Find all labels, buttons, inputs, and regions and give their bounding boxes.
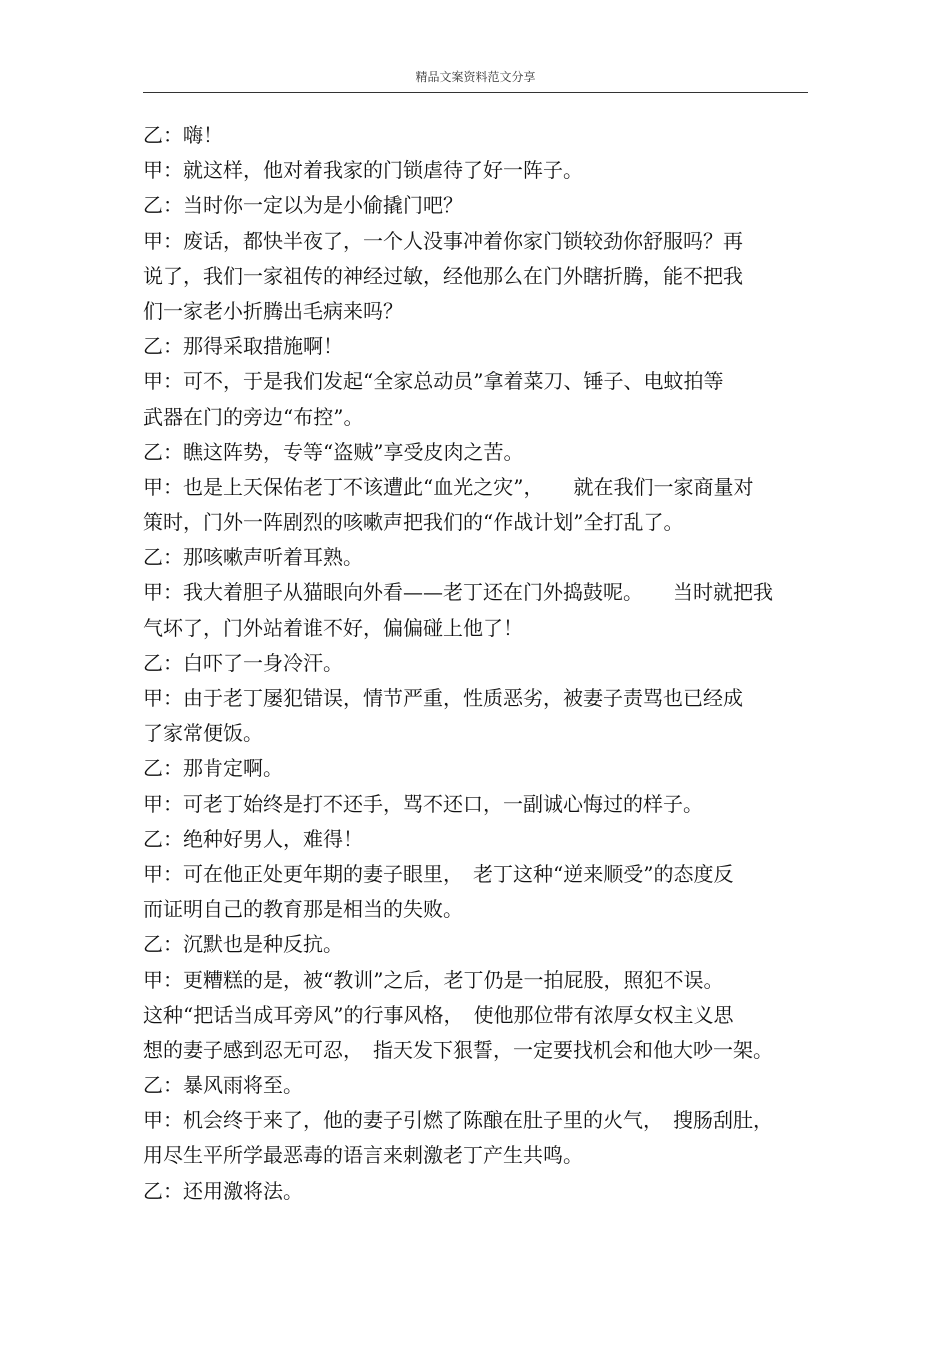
dialogue-line: 而证明自己的教育那是相当的失败。 bbox=[143, 897, 463, 922]
dialogue-line: 想的妻子感到忍无可忍， 指天发下狠誓，一定要找机会和他大吵一架。 bbox=[143, 1037, 773, 1062]
dialogue-line: 甲：由于老丁屡犯错误，情节严重，性质恶劣，被妻子责骂也已经成 bbox=[143, 686, 743, 710]
dialogue-line: 甲：机会终于来了，他的妻子引燃了陈酿在肚子里的火气， 搜肠刮肚， bbox=[143, 1108, 773, 1133]
dialogue-line: 乙：那咳嗽声听着耳熟。 bbox=[143, 545, 363, 570]
dialogue-line: 甲：可不，于是我们发起“全家总动员”拿着菜刀、锤子、电蚊拍等 bbox=[143, 369, 724, 394]
dialogue-line: 乙：当时你一定以为是小偷撬门吧？ bbox=[143, 193, 463, 218]
page-header bbox=[143, 64, 808, 93]
dialogue-line: 乙：瞧这阵势，专等“盗贼”享受皮肉之苦。 bbox=[143, 439, 524, 464]
dialogue-line: 甲：也是上天保佑老丁不该遭此“血光之灾”， 就在我们一家商量对 bbox=[143, 474, 754, 499]
dialogue-line: 乙：暴风雨将至。 bbox=[143, 1073, 303, 1098]
dialogue-line: 策时，门外一阵剧烈的咳嗽声把我们的“作战计划”全打乱了。 bbox=[143, 510, 684, 535]
dialogue-body bbox=[143, 118, 813, 1209]
dialogue-line: 乙：还用激将法。 bbox=[143, 1178, 303, 1203]
dialogue-line: 了家常便饭。 bbox=[143, 721, 263, 746]
dialogue-line: 乙：绝种好男人，难得！ bbox=[143, 826, 363, 851]
dialogue-line: 乙：嗨！ bbox=[143, 123, 223, 147]
dialogue-line: 甲：更糟糕的是，被“教训”之后，老丁仍是一拍屁股，照犯不误。 bbox=[143, 967, 724, 992]
dialogue-line: 甲：可老丁始终是打不还手，骂不还口，一副诚心悔过的样子。 bbox=[143, 791, 703, 816]
header-title: 精品文案资料范文分享 bbox=[415, 70, 536, 84]
dialogue-line: 甲：可在他正处更年期的妻子眼里， 老丁这种“逆来顺受”的态度反 bbox=[143, 861, 734, 886]
dialogue-line: 乙：那得采取措施啊！ bbox=[143, 334, 343, 359]
dialogue-line: 乙：那肯定啊。 bbox=[143, 756, 283, 781]
dialogue-line: 甲：废话，都快半夜了，一个人没事冲着你家门锁较劲你舒服吗？再 bbox=[143, 228, 743, 253]
dialogue-line: 用尽生平所学最恶毒的语言来刺激老丁产生共鸣。 bbox=[143, 1143, 583, 1168]
dialogue-line: 乙：沉默也是种反抗。 bbox=[143, 932, 343, 957]
dialogue-line: 甲：就这样，他对着我家的门锁虐待了好一阵子。 bbox=[143, 158, 583, 183]
dialogue-line: 这种“把话当成耳旁风”的行事风格， 使他那位带有浓厚女权主义思 bbox=[143, 1002, 734, 1027]
dialogue-line: 说了，我们一家祖传的神经过敏，经他那么在门外瞎折腾，能不把我 bbox=[143, 263, 743, 288]
dialogue-line: 甲：我大着胆子从猫眼向外看——老丁还在门外捣鼓呢。 当时就把我 bbox=[143, 580, 773, 605]
dialogue-line: 武器在门的旁边“布控”。 bbox=[143, 404, 364, 429]
dialogue-line: 气坏了，门外站着谁不好，偏偏碰上他了！ bbox=[143, 615, 523, 640]
dialogue-line: 乙：白吓了一身冷汗。 bbox=[143, 650, 343, 675]
dialogue-line: 们一家老小折腾出毛病来吗？ bbox=[143, 298, 403, 323]
